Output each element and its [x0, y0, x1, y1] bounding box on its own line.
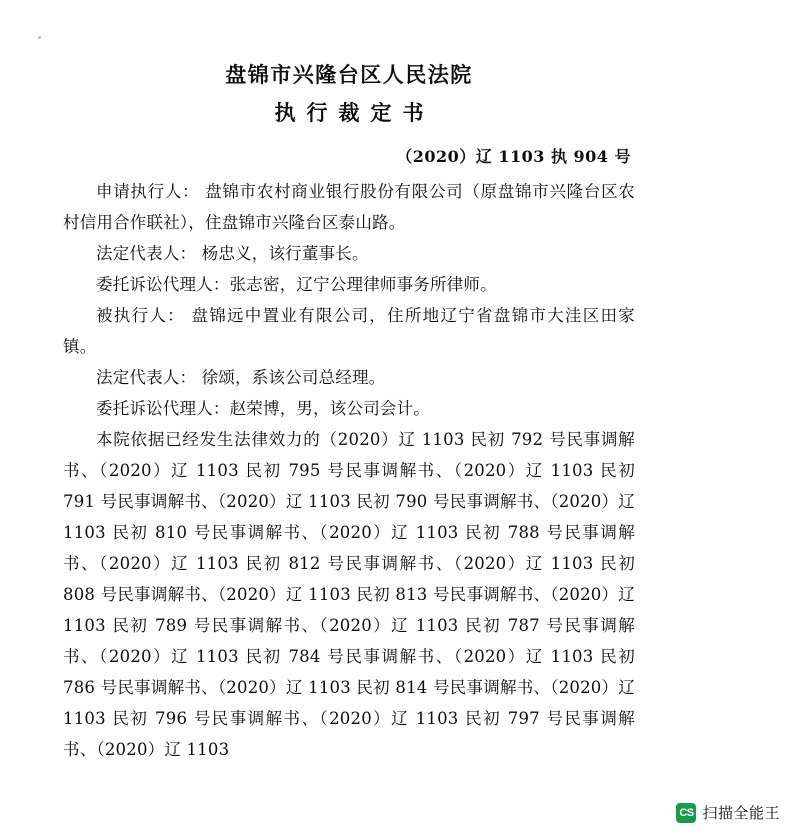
paragraph-respondent: 被执行人： 盘锦远中置业有限公司，住所地辽宁省盘锦市大洼区田家镇。 — [63, 306, 635, 356]
paragraph-agent-respondent: 委托诉讼代理人：赵荣博，男，该公司会计。 — [96, 399, 430, 418]
paragraph-legal-representative-applicant: 法定代表人： 杨忠义，该行董事长。 — [96, 244, 369, 263]
case-number: （2020）辽 1103 执 904 号 — [396, 147, 631, 166]
document-content — [63, 58, 635, 765]
paragraph-legal-representative-respondent: 法定代表人： 徐颂，系该公司总经理。 — [96, 368, 386, 387]
scanner-watermark — [676, 802, 780, 823]
paragraph-agent-applicant: 委托诉讼代理人：张志密，辽宁公理律师事务所律师。 — [96, 275, 497, 294]
camscanner-logo-icon: CS — [676, 803, 696, 823]
document-type-heading: 执行裁定书 — [274, 100, 435, 125]
page-corner-mark — [38, 36, 41, 39]
paragraph-applicant: 申请执行人： 盘锦市农村商业银行股份有限公司（原盘锦市兴隆台区农村信用合作联社），住盘锦市兴隆台区泰山路。 — [63, 182, 635, 232]
paragraph-basis-of-enforcement: 本院依据已经发生法律效力的（2020）辽 1103 民初 792 号民事调解书、（2020）辽 1103 民初 795 号民事调解书、（2020）辽 1103 民初 791 号民事调解书、（2020）辽 1103 民初 790 号民事调解书、（2020）辽 1103 民初 810 号民事调解书、（2020）辽 1103 民初 788 号民事调解书、（2020）辽 1103 民初 812 号民事调解书、（2020）辽 1103 民初 808 号民事调解书、（2020）辽 1103 民初 813 号民事调解书、（2020）辽 1103 民初 789 号民事调解书、（2020）辽 1103 民初 787 号民事调解书、（2020）辽 1103 民初 784 号民事调解书、（2020）辽 1103 民初 786 号民事调解书、（2020）辽 1103 民初 814 号民事调解书、（2020）辽 1103 民初 796 号民事调解书、（2020）辽 1103 民初 797 号民事调解书、（2020）辽 1103 — [63, 430, 635, 759]
court-name-heading: 盘锦市兴隆台区人民法院 — [225, 62, 473, 87]
watermark-label: 扫描全能王 — [702, 804, 780, 822]
